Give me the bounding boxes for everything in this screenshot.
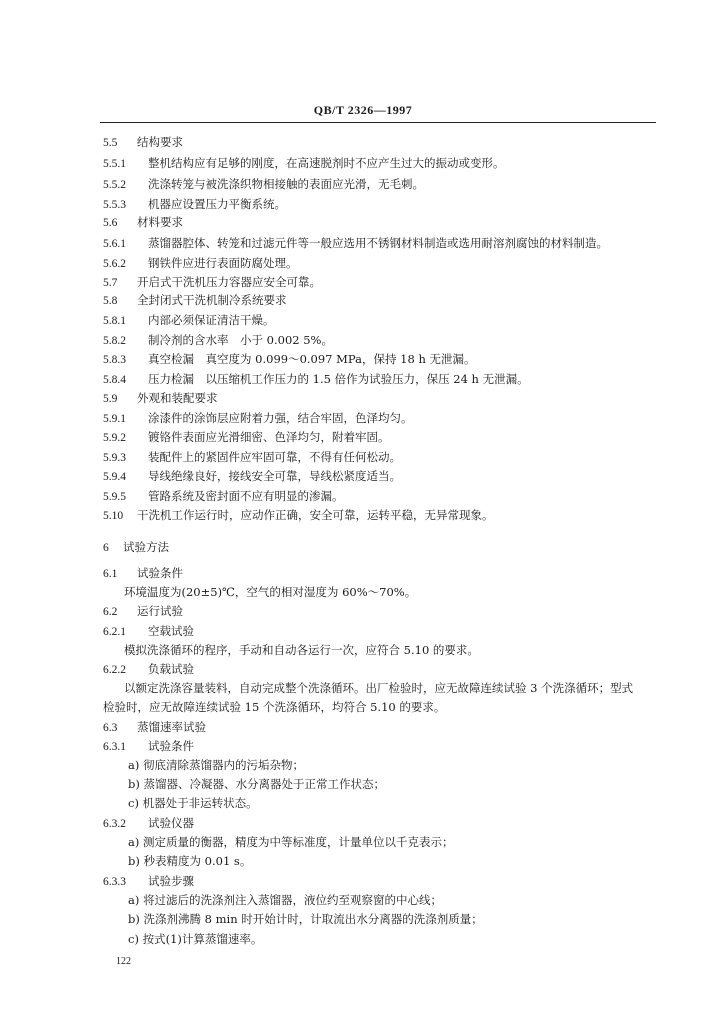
list-item: a) 彻底清除蒸馏器内的污垢杂物； (128, 758, 304, 772)
line: 5.5.2 洗涤转笼与被洗涤织物相接触的表面应光滑，无毛刺。 (103, 177, 424, 191)
line: 5.8.4 压力检漏 以压缩机工作压力的 1.5 倍作为试验压力，保压 24 h 无泄漏。 (103, 372, 529, 386)
line: 5.9.2 镀铬件表面应光滑细密、色泽均匀，附着牢固。 (103, 430, 390, 444)
line: 5.7 开启式干洗机压力容器应安全可靠。 (103, 275, 321, 289)
line: 5.6 材料要求 (103, 215, 183, 229)
line: 6.3.2 试验仪器 (103, 816, 194, 830)
line: 5.9.4 导线绝缘良好，接线安全可靠，导线松紧度适当。 (103, 469, 401, 483)
line: 6.1 试验条件 (103, 566, 183, 580)
line: 5.5.3 机器应设置压力平衡系统。 (103, 197, 286, 211)
line: 6.2 运行试验 (103, 604, 183, 618)
line: 6.3 蒸馏速率试验 (103, 720, 206, 734)
line: 5.9 外观和装配要求 (103, 391, 218, 405)
line: 6.3.3 试验步骤 (103, 874, 194, 888)
line: 5.8.2 制冷剂的含水率 小于 0.002 5%。 (103, 333, 333, 347)
line: 5.9.1 涂漆件的涂饰层应附着力强，结合牢固，色泽均匀。 (103, 411, 413, 425)
line: 以额定洗涤容量装料，自动完成整个洗涤循环。出厂检验时，应无故障连续试验 3 个洗涤循环；型式 (124, 681, 634, 695)
list-item: a) 测定质量的衡器，精度为中等标准度，计量单位以千克表示； (128, 835, 454, 849)
line: 5.5.1 整机结构应有足够的刚度，在高速脱剂时不应产生过大的振动或变形。 (103, 156, 505, 170)
list-item: b) 秒表精度为 0.01 s。 (128, 854, 252, 868)
line: 5.8.3 真空检漏 真空度为 0.099～0.097 MPa，保持 18 h 无泄漏。 (103, 352, 476, 366)
line: 5.10 干洗机工作运行时，应动作正确，安全可靠，运转平稳，无异常现象。 (103, 508, 494, 522)
line: 5.6.2 钢铁件应进行表面防腐处理。 (103, 256, 298, 270)
line: 5.6.1 蒸馏器腔体、转笼和过滤元件等一般应选用不锈钢材料制造或选用耐溶剂腐蚀的材料制造。 (103, 236, 608, 250)
list-item: c) 机器处于非运转状态。 (128, 796, 258, 810)
header-rule (100, 122, 656, 123)
line: 5.5 结构要求 (103, 135, 183, 149)
line: 环境温度为(20±5)℃，空气的相对湿度为 60%～70%。 (124, 585, 417, 599)
list-item: c) 按式(1)计算蒸馏速率。 (128, 932, 263, 946)
line: 5.9.3 装配件上的紧固件应牢固可靠，不得有任何松动。 (103, 450, 401, 464)
line: 5.9.5 管路系统及密封面不应有明显的渗漏。 (103, 489, 344, 503)
list-item: b) 洗涤剂沸腾 8 min 时开始计时，计取流出水分离器的洗涤剂质量； (128, 912, 483, 926)
list-item: b) 蒸馏器、冷凝器、水分离器处于正常工作状态； (128, 777, 386, 791)
line: 模拟洗涤循环的程序，手动和自动各运行一次，应符合 5.10 的要求。 (124, 643, 479, 657)
page-number: 122 (116, 956, 131, 967)
line: 6.2.2 负载试验 (103, 662, 194, 676)
line: 检验时，应无故障连续试验 15 个洗涤循环，均符合 5.10 的要求。 (103, 700, 446, 714)
list-item: a) 将过滤后的洗涤剂注入蒸馏器，液位约至观察窗的中心线； (128, 893, 442, 907)
line: 6.3.1 试验条件 (103, 739, 194, 753)
section-heading: 6 试验方法 (103, 540, 169, 554)
line: 5.8.1 内部必须保证清洁干燥。 (103, 313, 275, 327)
line: 5.8 全封闭式干洗机制冷系统要求 (103, 293, 287, 307)
line: 6.2.1 空载试验 (103, 624, 194, 638)
standard-header: QB/T 2326—1997 (313, 103, 413, 117)
